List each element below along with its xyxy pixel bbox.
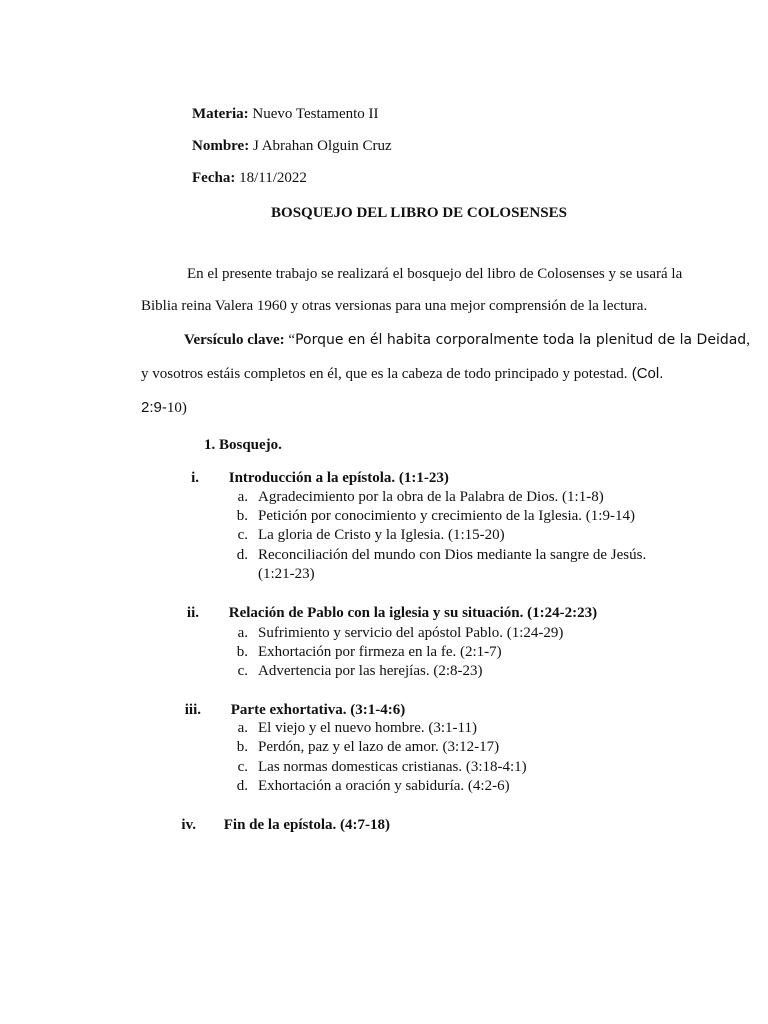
list-item: c. Las normas domesticas cristianas. (3:18-4:1) [237, 759, 527, 775]
nombre-value: J Abrahan Olguin Cruz [252, 138, 392, 154]
key-verse-line-1 [184, 332, 750, 349]
key-verse-line-3 [141, 399, 187, 417]
key-verse-ref-mid: 2:9- [141, 399, 167, 416]
key-verse-line-2 [141, 365, 663, 383]
section-title: Relación de Pablo con la iglesia y su situación. (1:24-2:23) [228, 605, 598, 621]
outline-section-iii [161, 702, 405, 719]
list-item: a. Sufrimiento y servicio del apóstol Pablo. (1:24-29) [237, 625, 564, 641]
list-item: a. El viejo y el nuevo hombre. (3:1-11) [237, 720, 477, 736]
section-numeral: iii. [184, 702, 201, 718]
outline-heading: 1. Bosquejo. [204, 437, 282, 453]
materia-line [192, 106, 379, 123]
section-title: Introducción a la epístola. (1:1-23) [228, 470, 449, 486]
intro-line-2: Biblia reina Valera 1960 y otras versionas para una mejor comprensión de la lectura. [141, 298, 648, 314]
list-item: c. La gloria de Cristo y la Iglesia. (1:15-20) [237, 527, 505, 543]
list-item: d. Reconciliación del mundo con Dios mediante la sangre de Jesús. [236, 547, 647, 563]
key-verse-line1-end: , [746, 332, 750, 348]
list-item: a. Agradecimiento por la obra de la Palabra de Dios. (1:1-8) [237, 489, 604, 505]
list-item: b. Exhortación por firmeza en la fe. (2:1-7) [236, 644, 502, 660]
list-item: b. Petición por conocimiento y crecimiento de la Iglesia. (1:9-14) [236, 508, 635, 524]
outline-section-ii [159, 605, 597, 622]
list-item-continuation: (1:21-23) [258, 566, 315, 582]
key-verse-ref-start: (Col. [627, 365, 664, 382]
outline-section-i [159, 470, 449, 487]
key-verse-quote-open: “ [288, 332, 296, 348]
key-verse-label: Versículo clave: [184, 332, 285, 348]
key-verse-ref-end: 10) [166, 400, 187, 416]
materia-label: Materia: [192, 106, 249, 122]
section-numeral: iv. [181, 817, 196, 833]
section-title: Fin de la epístola. (4:7-18) [223, 817, 390, 833]
list-item: c. Advertencia por las herejías. (2:8-23) [237, 663, 483, 679]
list-item: b. Perdón, paz y el lazo de amor. (3:12-17) [236, 739, 500, 755]
nombre-label: Nombre: [192, 138, 250, 154]
list-item: d. Exhortación a oración y sabiduría. (4:2-6) [236, 778, 510, 794]
section-title: Parte exhortativa. (3:1-4:6) [230, 702, 406, 718]
fecha-line [192, 170, 307, 187]
fecha-label: Fecha: [192, 170, 236, 186]
fecha-value: 18/11/2022 [239, 170, 307, 186]
section-numeral: ii. [186, 605, 199, 621]
materia-value: Nuevo Testamento II [252, 106, 379, 122]
page-title: BOSQUEJO DEL LIBRO DE COLOSENSES [271, 205, 567, 221]
outline-section-iv [156, 817, 390, 834]
key-verse-text-2: y vosotros estáis completos en él, que es la cabeza de todo principado y potestad. [141, 366, 628, 382]
nombre-line [192, 138, 392, 155]
intro-line-1: En el presente trabajo se realizará el bosquejo del libro de Colosenses y se usará la [187, 266, 683, 282]
section-numeral: i. [191, 470, 199, 486]
key-verse-text-1: Porque en él habita corporalmente toda la plenitud de la Deidad [295, 332, 747, 348]
